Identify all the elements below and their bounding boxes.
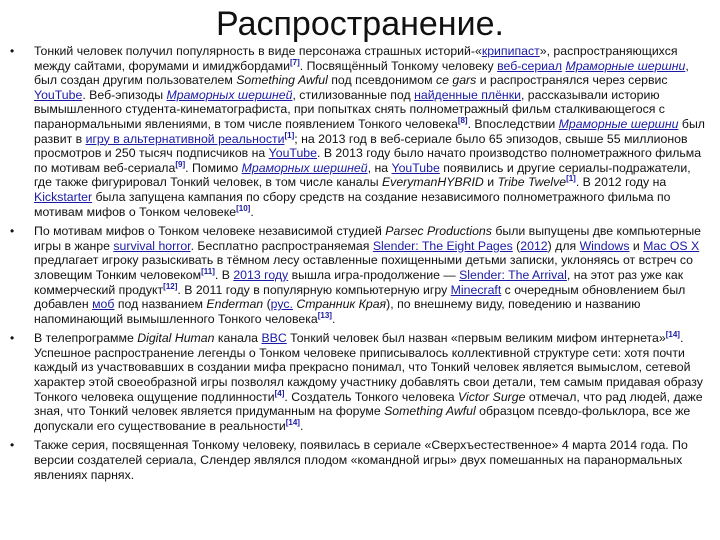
inline-link[interactable]: Мраморных шершней xyxy=(241,160,368,175)
text-run: . xyxy=(250,204,254,219)
text-run: ; на 2013 год в веб-сериале было 65 эпизодов, свыше 55 миллионов просмотров и 250 тысяч подписчиков на xyxy=(34,131,688,161)
text-run: появились и другие сериалы-подражатели, где также фигурировал Тонкий человек, в том числе каналы xyxy=(34,160,691,190)
footnote-ref-link[interactable]: [4] xyxy=(274,388,285,398)
text-run: и распространялся через сервис xyxy=(476,73,668,88)
text-run: , рассказывали историю вымышленного студента-кинематографиста, при попытках снять полнометражный фильм сталкивающегося с паранормальными явлениями, в том числе появлением Тонкого человека xyxy=(34,87,665,131)
text-run: Something Awful xyxy=(384,404,476,419)
inline-link[interactable]: игру в альтернативной реальности xyxy=(85,131,285,146)
text-run: EverymanHYBRID xyxy=(381,175,484,190)
text-run: , на xyxy=(367,160,392,175)
text-run: . Создатель Тонкого человека xyxy=(284,389,459,404)
text-run: . В xyxy=(214,267,234,282)
text-run: . xyxy=(331,311,336,326)
inline-link[interactable]: Kickstarter xyxy=(34,189,93,204)
text-run: ), по внешнему виду, поведению и названию напоминающий вымышленного Тонкого человека xyxy=(34,297,641,326)
text-run: », распространяющихся между сайтами, форумами и имиджбордами xyxy=(34,44,678,73)
text-run: образцом псевдо-фольклора, все же допускали его существование в реальности xyxy=(34,404,691,433)
text-run: ( xyxy=(512,238,521,253)
text-run: , был создан другим пользователем xyxy=(34,58,689,88)
text-run: . Успешное распространение легенды о Тонком человеке приписывалось коллективной структуре сети: хотя почти каждый из участвовавших в создании мифа прекрасно понимал, что Тонкий человек является вымыслом, сетевой характер этой своеобразной игры позволял каждому участнику добавлять свои детали, тем самым придавая образу Тонкого человека ощущение подлинности xyxy=(34,331,703,404)
text-run: Тонкий человек получил популярность в виде персонажа страшных историй-« xyxy=(34,44,482,58)
text-run: была запущена кампания по сбору средств на создание независимого полнометражного фильма по мотивам мифов о Тонком человеке xyxy=(34,189,671,219)
inline-link[interactable]: YouTube xyxy=(391,160,440,175)
text-run: был развит в xyxy=(34,116,705,146)
footnote-ref-link[interactable]: [14] xyxy=(285,417,300,427)
text-run: . Веб-эпизоды xyxy=(82,87,167,102)
inline-link[interactable]: крипипаст xyxy=(481,44,540,58)
footnote-ref-link[interactable]: [1] xyxy=(566,174,576,184)
text-run: . В 2013 году было начато производство полнометражного фильма по мотивам веб-сериала xyxy=(34,146,702,175)
inline-link[interactable]: survival horror xyxy=(113,238,191,253)
text-run: Parsec Productions xyxy=(385,224,492,239)
text-run: Victor Surge xyxy=(458,389,526,404)
inline-link[interactable]: 2013 году xyxy=(233,267,289,282)
text-run: . Впоследствии xyxy=(467,116,559,131)
text-run: . В 2012 году на xyxy=(575,175,667,190)
inline-link[interactable]: веб-сериал xyxy=(497,58,563,73)
paragraph-bbc-myth xyxy=(10,331,708,433)
inline-link[interactable]: Minecraft xyxy=(450,282,502,297)
text-run: ce gars xyxy=(435,73,477,88)
footnote-ref-link[interactable]: [12] xyxy=(163,281,178,291)
inline-link[interactable]: Slender: The Eight Pages xyxy=(372,238,513,253)
text-run: с очередным обновлением был добавлен xyxy=(34,282,686,312)
inline-link[interactable]: Мраморные шершни xyxy=(558,116,679,131)
text-run: ) для xyxy=(547,238,580,253)
bullet-list xyxy=(10,44,708,487)
text-run: вышла игра-продолжение — xyxy=(288,267,460,282)
text-run: под псевдонимом xyxy=(327,73,436,88)
page-title: Распространение. xyxy=(216,5,504,43)
inline-link[interactable]: моб xyxy=(92,297,115,312)
inline-link[interactable]: Mac OS X xyxy=(643,238,700,253)
bullet-icon: • xyxy=(10,438,15,453)
inline-link[interactable]: YouTube xyxy=(268,146,317,161)
text-run: . xyxy=(299,418,304,433)
text-run: Тонкий человек был назван «первым великим мифом интернета» xyxy=(286,331,666,346)
text-run: и xyxy=(629,238,644,253)
footnote-ref-link[interactable]: [1] xyxy=(284,130,295,140)
text-run: канала xyxy=(214,331,262,346)
footnote-ref-link[interactable]: [14] xyxy=(665,330,680,340)
footnote-ref-link[interactable]: [8] xyxy=(457,115,468,125)
text-run: . В 2011 году в популярную компьютерную игру xyxy=(177,282,451,297)
text-run: отмечал, что рад людей, даже зная, что Тонкий человек является придуманным на форуме xyxy=(34,389,703,419)
text-run: предлагает игроку разыскивать в тёмном лесу оставленные похищенными детьми записки, уклоняясь от встреч со зловещим Тонким человеком xyxy=(34,253,693,282)
text-run: Tribe Twelve xyxy=(497,175,567,190)
footnote-ref-link[interactable]: [10] xyxy=(236,203,251,213)
footnote-ref-link[interactable]: [11] xyxy=(201,266,215,276)
inline-link[interactable]: YouTube xyxy=(34,87,83,102)
text-run: были выпущены две компьютерные игры в жанре xyxy=(34,224,702,253)
text-run: В телепрограмме xyxy=(34,331,138,346)
paragraph-internet-spread xyxy=(10,44,708,219)
text-run: Something Awful xyxy=(236,73,328,88)
bullet-icon: • xyxy=(10,224,15,239)
inline-link[interactable]: рус. xyxy=(270,297,293,312)
text-run: . Посвящённый Тонкому человеку xyxy=(299,58,498,73)
text-run: . Помимо xyxy=(185,160,242,175)
text-run: и xyxy=(483,175,498,190)
footnote-ref-link[interactable]: [7] xyxy=(289,57,300,67)
text-run: под названием xyxy=(114,297,207,312)
bullet-icon: • xyxy=(10,44,15,58)
text-run: Странник Края xyxy=(296,297,387,312)
paragraph-supernatural xyxy=(10,438,708,482)
text-run: , на этот раз уже как коммерческий продукт xyxy=(34,267,684,297)
text-run: , стилизованные под xyxy=(292,87,415,102)
inline-link[interactable]: BBC xyxy=(261,331,287,346)
inline-link[interactable]: 2012 xyxy=(520,238,548,253)
text-run: Также серия, посвященная Тонкому человеку, появилась в сериале «Сверхъестественное» 4 марта 2014 года. По версии создателей сериала, Слендер являлся плодом «командной игры» двух помешанных на паранормальных явлениях парнях. xyxy=(34,438,688,482)
text-run: Enderman xyxy=(206,297,264,312)
text-run: ( xyxy=(263,297,271,312)
footnote-ref-link[interactable]: [13] xyxy=(317,310,332,320)
inline-link[interactable]: Мраморных шершней xyxy=(166,87,293,102)
inline-link[interactable]: Slender: The Arrival xyxy=(459,267,567,282)
paragraph-video-games xyxy=(10,224,708,326)
text-run: По мотивам мифов о Тонком человеке независимой студией xyxy=(34,224,386,239)
inline-link[interactable]: Мраморные шершни xyxy=(565,58,686,73)
inline-link[interactable]: найденные плёнки xyxy=(414,87,521,102)
footnote-ref-link[interactable]: [9] xyxy=(175,159,186,169)
inline-link[interactable]: Windows xyxy=(579,238,630,253)
text-run: . Бесплатно распространяемая xyxy=(190,238,373,253)
bullet-icon: • xyxy=(10,331,15,346)
text-run: Digital Human xyxy=(137,331,215,346)
